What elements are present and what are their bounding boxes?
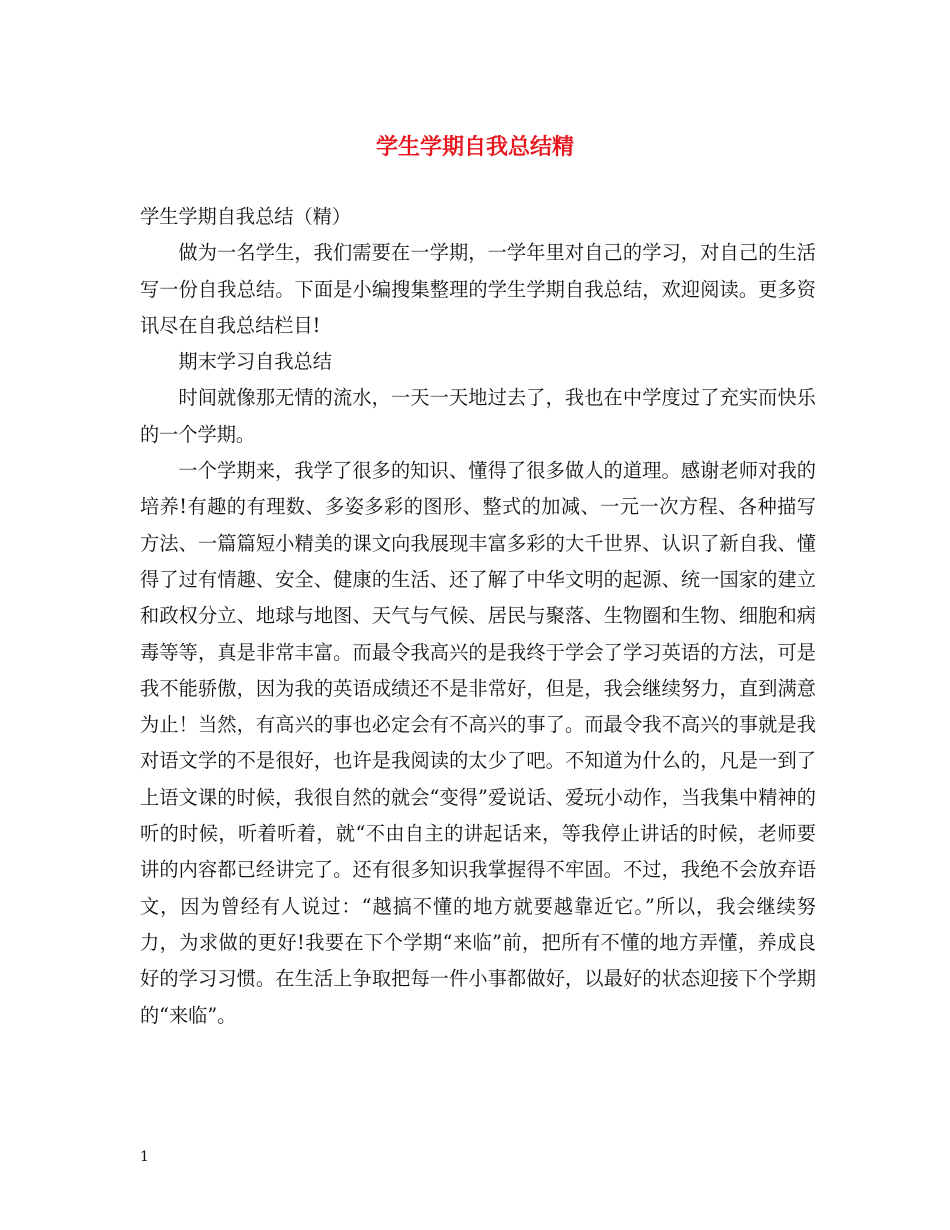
paragraph-paragraph-1: 时间就像那无情的流水，一天一天地过去了，我也在中学度过了充实而快乐的一个学期。 bbox=[140, 386, 816, 446]
paragraph-paragraph-2: 一个学期来，我学了很多的知识、懂得了很多做人的道理。感谢老师对我的培养!有趣的有理数、多姿多彩的图形、整式的加减、一元一次方程、各种描写方法、一篇篇短小精美的课文向我展现丰富多彩的大千世界、认识了新自我、懂得了过有情趣、安全、健康的生活、还了解了中华文明的起源、统一国家的建立和政权分立、地球与地图、天气与气候、居民与聚落、生物圈和生物、细胞和病毒等等，真是非常丰富。而最令我高兴的是我终于学会了学习英语的方法，可是我不能骄傲，因为我的英语成绩还不是非常好，但是，我会继续努力，直到满意为止！当然，有高兴的事也必定会有不高兴的事了。而最令我不高兴的事就是我对语文学的不是很好，也许是我阅读的太少了吧。不知道为什么的，凡是一到了上语文课的时候，我很自然的就会“变得”爱说话、爱玩小动作，当我集中精神的听的时候，听着听着，就“不由自主的讲起话来，等我停止讲话的时候，老师要讲的内容都已经讲完了。还有很多知识我掌握得不牢固。不过，我绝不会放弃语文，因为曾经有人说过：“越搞不懂的地方就要越靠近它。”所以，我会继续努力，为求做的更好!我要在下个学期“来临”前，把所有不懂的地方弄懂，养成良好的学习习惯。在生活上争取把每一件小事都做好，以最好的状态迎接下个学期的“来临”。 bbox=[140, 459, 816, 1027]
document-title: 学生学期自我总结精 bbox=[375, 134, 574, 160]
paragraph-section-heading: 期末学习自我总结 bbox=[178, 350, 332, 374]
document-body bbox=[140, 199, 816, 1034]
page-number: 1 bbox=[140, 1149, 149, 1165]
paragraph-intro: 做为一名学生，我们需要在一学期，一学年里对自己的学习，对自己的生活写一份自我总结。下面是小编搜集整理的学生学期自我总结，欢迎阅读。更多资讯尽在自我总结栏目! bbox=[140, 241, 816, 337]
paragraph-subtitle: 学生学期自我总结（精） bbox=[140, 205, 352, 228]
